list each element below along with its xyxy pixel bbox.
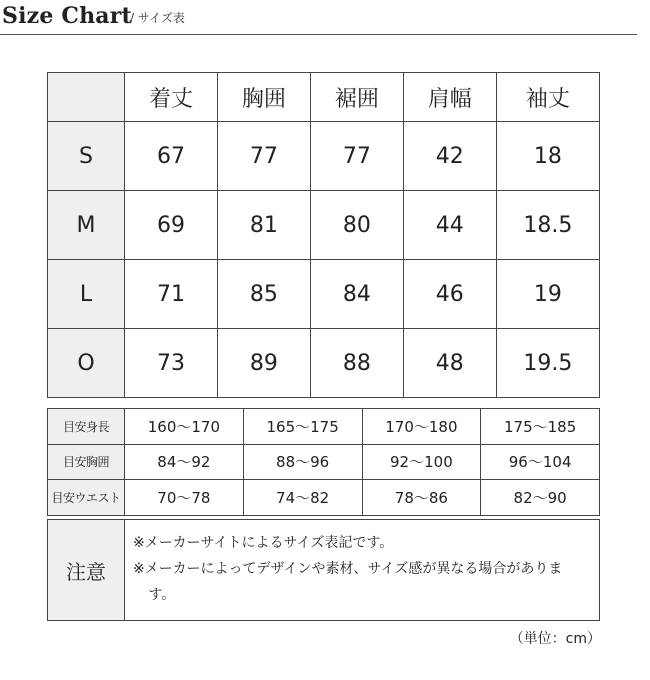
estimate-cell: 82〜90: [481, 480, 600, 516]
estimate-cell: 74〜82: [243, 480, 362, 516]
estimate-label: 目安胸囲: [48, 444, 125, 480]
estimate-cell: 96〜104: [481, 444, 600, 480]
size-row-m: [48, 191, 600, 260]
unit-note: （単位：cm）: [509, 631, 601, 647]
header-divider: [0, 34, 637, 35]
size-cell: 18.5: [496, 191, 599, 260]
estimate-cell: 92〜100: [362, 444, 481, 480]
estimate-cell: 88〜96: [243, 444, 362, 480]
note-line: ※メーカーによってデザインや素材、サイズ感が異なる場合があります。: [133, 561, 563, 603]
estimate-row-waist: [48, 480, 600, 516]
estimate-row-height: [48, 409, 600, 445]
size-row-s: [48, 122, 600, 191]
size-cell: 73: [125, 329, 218, 398]
estimate-cell: 70〜78: [125, 480, 244, 516]
size-cell: 85: [217, 260, 310, 329]
size-cell: 69: [125, 191, 218, 260]
estimate-cell: 170〜180: [362, 409, 481, 445]
header-corner-cell: [48, 73, 125, 122]
size-cell: 80: [310, 191, 403, 260]
page-header: [0, 0, 650, 36]
column-header-shoulder: 肩幅: [403, 73, 496, 122]
page-subtitle: / サイズ表: [130, 11, 185, 25]
size-cell: 89: [217, 329, 310, 398]
estimate-cell: 165〜175: [243, 409, 362, 445]
size-cell: 84: [310, 260, 403, 329]
size-table: [47, 72, 600, 398]
column-header-hem: 裾囲: [310, 73, 403, 122]
size-cell: 71: [125, 260, 218, 329]
estimate-label: 目安ウエスト: [48, 480, 125, 516]
estimate-cell: 175〜185: [481, 409, 600, 445]
size-cell: 42: [403, 122, 496, 191]
size-label: M: [48, 191, 125, 260]
size-cell: 88: [310, 329, 403, 398]
notes-label: 注意: [48, 520, 125, 621]
page-title: Size Chart: [2, 3, 132, 29]
notes-row: [48, 520, 600, 621]
estimate-cell: 160〜170: [125, 409, 244, 445]
estimate-cell: 84〜92: [125, 444, 244, 480]
estimate-row-chest: [48, 444, 600, 480]
size-cell: 67: [125, 122, 218, 191]
size-label: L: [48, 260, 125, 329]
size-label: O: [48, 329, 125, 398]
column-header-sleeve: 袖丈: [496, 73, 599, 122]
size-cell: 19: [496, 260, 599, 329]
estimate-label: 目安身長: [48, 409, 125, 445]
size-cell: 81: [217, 191, 310, 260]
note-line: ※メーカーサイトによるサイズ表記です。: [133, 535, 394, 551]
estimate-table: [47, 408, 600, 516]
column-header-length: 着丈: [125, 73, 218, 122]
size-cell: 48: [403, 329, 496, 398]
notes-content: [125, 520, 600, 621]
size-cell: 77: [217, 122, 310, 191]
size-label: S: [48, 122, 125, 191]
size-row-o: [48, 329, 600, 398]
size-cell: 19.5: [496, 329, 599, 398]
size-cell: 46: [403, 260, 496, 329]
size-row-l: [48, 260, 600, 329]
column-header-chest: 胸囲: [217, 73, 310, 122]
size-cell: 18: [496, 122, 599, 191]
size-cell: 44: [403, 191, 496, 260]
size-table-header-row: [48, 73, 600, 122]
size-cell: 77: [310, 122, 403, 191]
notes-table: [47, 519, 600, 621]
estimate-cell: 78〜86: [362, 480, 481, 516]
